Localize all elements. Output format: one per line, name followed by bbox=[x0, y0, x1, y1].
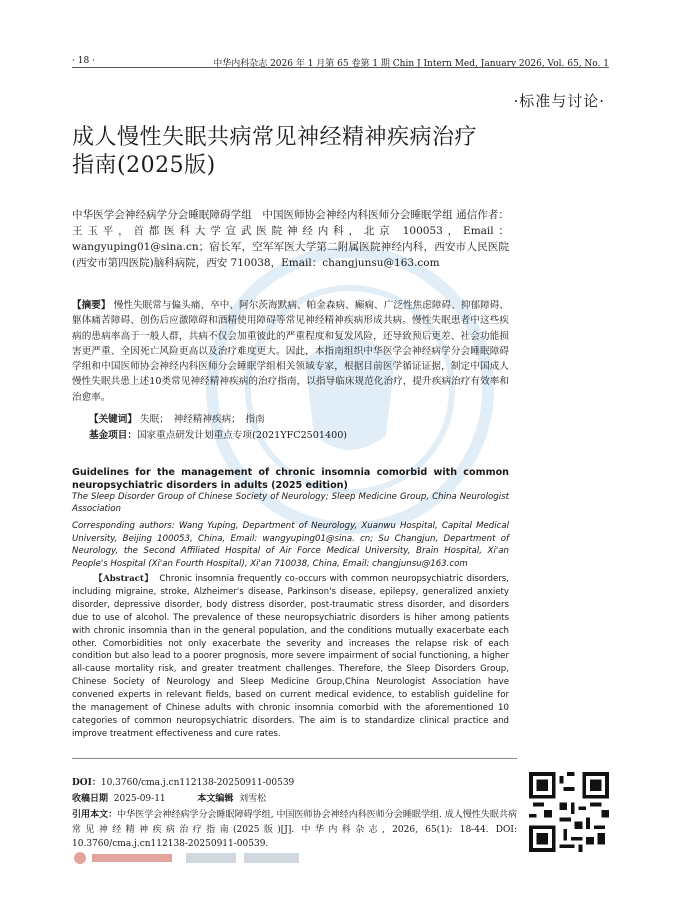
citation bbox=[72, 808, 517, 852]
funding-label: 基金项目： bbox=[89, 430, 137, 441]
article-title bbox=[72, 124, 532, 180]
keywords bbox=[89, 411, 265, 425]
received-label: 收稿日期 bbox=[72, 794, 109, 804]
section-label: ·标准与讨论· bbox=[513, 92, 605, 110]
english-abstract-label: 【Abstract】 bbox=[94, 574, 154, 584]
funding bbox=[89, 427, 347, 441]
abstract-cn-text: 慢性失眠常与偏头痛、卒中、阿尔茨海默病、帕金森病、癫痫、广泛性焦虑障碍、抑郁障碍、躯体痛苦障碍、创伤后应激障碍和酒精使用障碍等常见神经精神疾病形成共病。慢性失眠患者中这些疾病的患病率高于一般人群，共病不仅会加重彼此的严重程度和复发风险，还导致预后更差、社会功能损害更严重、全因死亡风险更高以及治疗难度更大。因此，本指南组织中华医学会神经病学分会睡眠障碍学组和中国医师协会神经内科医师分会睡眠学组相关领域专家，根据目前医学循证证据，制定中国成人慢性失眠共患上述10类常见神经精神疾病的治疗指南，以指导临床规范化治疗，提升疾病治疗有效率和治愈率。 bbox=[72, 300, 510, 403]
doi bbox=[72, 776, 294, 790]
doi-label: DOI： bbox=[72, 778, 101, 788]
editor-label: 本文编辑 bbox=[197, 794, 234, 804]
citation-text: 中华医学会神经病学分会睡眠障碍学组, 中国医师协会神经内科医师分会睡眠学组. 成人慢性失眠共病常见神经精神疾病治疗指南(2025版)[J]. 中华内科杂志, 2026, 65(1): 18-44. DOI: 10.3760/cma.j.cn112138-20250911-00539. bbox=[72, 810, 517, 850]
english-title: Guidelines for the management of chronic insomnia comorbid with common neuropsychiatric disorders in adults (2025 edition) bbox=[72, 467, 509, 491]
title-line-1: 成人慢性失眠共病常见神经精神疾病治疗 bbox=[72, 125, 478, 150]
english-corresponding: Corresponding authors: Wang Yuping, Department of Neurology, Xuanwu Hospital, Capital Medical University, Beijing 100053, China, Email: wangyuping01@sina. cn; Su Changjun, Department of Neurology, the Second Affiliated Hospital of Air Force Medical University, Brain Hospital, Xi'an People's Hospital (Xi'an Fourth Hospital), Xi'an 710038, China, Email: changjunsu@163.com bbox=[72, 521, 509, 570]
journal-header: 中华内科杂志 2026 年 1 月第 65 卷第 1 期 Chin J Intern Med, January 2026, Vol. 65, No. 1 bbox=[213, 59, 609, 69]
keywords-label: 【关键词】 bbox=[89, 414, 137, 425]
qr-code-icon bbox=[529, 772, 609, 852]
authors-cn: 中华医学会神经病学分会睡眠障碍学组 中国医师协会神经内科医师分会睡眠学组 通信作者：王玉平，首都医科大学宣武医院神经内科，北京 100053，Email：wangyuping01@sina.cn；宿长军，空军军医大学第二附属医院神经内科，西安市人民医院(西安市第四医院)脑科病院，西安 710038，Email：changjunsu@163.com bbox=[72, 209, 509, 269]
funding-text: 国家重点研发计划重点专项(2021YFC2501400) bbox=[136, 430, 348, 441]
page-number: · 18 · bbox=[72, 56, 95, 66]
footer-rule bbox=[72, 758, 517, 759]
abstract-cn-label: 【摘要】 bbox=[72, 300, 111, 311]
english-group: The Sleep Disorder Group of Chinese Society of Neurology; Sleep Medicine Group, China Neurologist Association bbox=[72, 492, 509, 515]
received-date: 2025-09-11 bbox=[113, 794, 166, 804]
english-abstract bbox=[72, 573, 509, 741]
title-line-2: 指南(2025版) bbox=[72, 153, 216, 178]
editor-name: 刘雪松 bbox=[239, 794, 267, 804]
english-abstract-text: Chronic insomnia frequently co-occurs with common neuropsychiatric disorders, including migraine, stroke, Alzheimer's disease, Parkinson's disease, epilepsy, generalized anxiety disorder, depressive disorder, body distress disorder, post-traumatic stress disorder, and disorders due to use of alcohol. The prevalence of these neuropsychiatric disorders is hiher among patients with chronic insomnia than in the general population, and the conditions mutually exacerbate each other. Comorbidities not only exacerbate the severity and increases the relapse risk of each condition but also lead to a poorer prognosis, more severe impairment of social functioning, a higher all-cause mortality risk, and greater treatment challenges. Therefore, the Sleep Disorders Group, Chinese Society of Neurology and Sleep Medicine Group,China Neurologist Association have convened experts in relevant fields, based on current medical evidence, to establish guideline for the management of Chinese adults with chronic insomnia comorbid with the aforementioned 10 categories of common neuropsychiatric disorders. The aim is to standardize clinical practice and improve treatment effectiveness and cure rates. bbox=[72, 574, 509, 739]
doi-text: 10.3760/cma.j.cn112138-20250911-00539 bbox=[100, 778, 295, 788]
header-rule bbox=[72, 67, 609, 68]
abstract-cn bbox=[72, 298, 509, 405]
received-and-editor bbox=[72, 792, 266, 806]
publisher-logo-icon bbox=[74, 850, 304, 866]
keywords-text: 失眠； 神经精神疾病； 指南 bbox=[140, 414, 265, 425]
citation-label: 引用本文： bbox=[72, 810, 118, 820]
